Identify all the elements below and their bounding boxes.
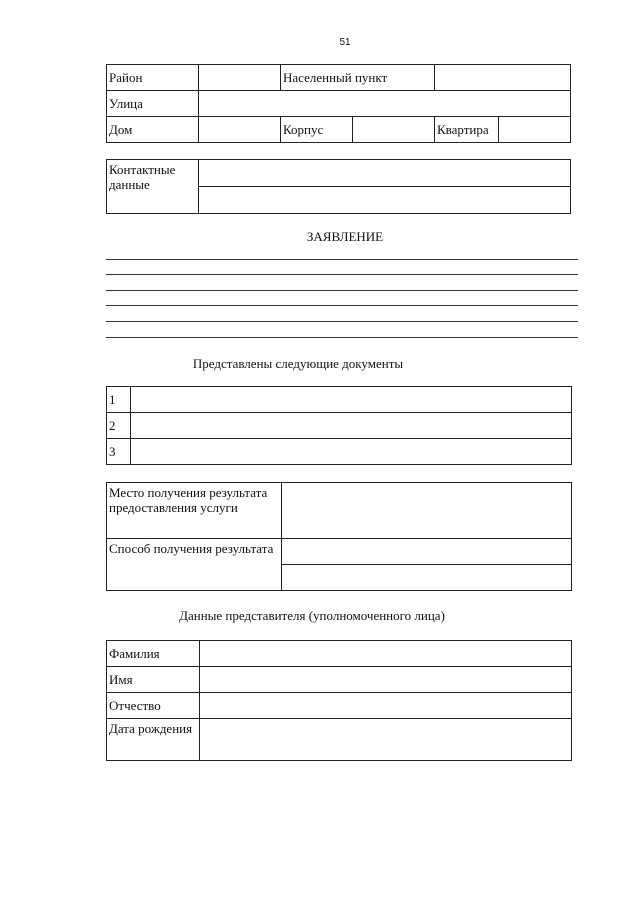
result-place-field[interactable] bbox=[282, 483, 572, 539]
name-field[interactable] bbox=[200, 667, 572, 693]
representative-table bbox=[106, 640, 572, 761]
contacts-label: Контактные данные bbox=[107, 160, 199, 214]
document-field[interactable] bbox=[131, 387, 572, 413]
documents-title: Представлены следующие документы bbox=[192, 356, 404, 371]
result-method-field-1[interactable] bbox=[282, 539, 572, 565]
result-place-label: Место получения результата предоставления услуги bbox=[107, 483, 282, 539]
apartment-field[interactable] bbox=[499, 117, 571, 143]
document-field[interactable] bbox=[131, 439, 572, 465]
birthdate-label: Дата рождения bbox=[107, 719, 200, 761]
page-number: 51 bbox=[339, 37, 351, 48]
building-field[interactable] bbox=[353, 117, 435, 143]
document-number: 3 bbox=[107, 439, 131, 465]
result-method-field-2[interactable] bbox=[282, 565, 572, 591]
apartment-label: Квартира bbox=[435, 117, 499, 143]
contacts-field-2[interactable] bbox=[199, 187, 571, 214]
contacts-table bbox=[106, 159, 571, 214]
patronymic-field[interactable] bbox=[200, 693, 572, 719]
surname-field[interactable] bbox=[200, 641, 572, 667]
result-method-label: Способ получения результата bbox=[107, 539, 282, 591]
statement-line[interactable] bbox=[106, 321, 578, 322]
locality-label: Населенный пункт bbox=[281, 65, 435, 91]
district-label: Район bbox=[107, 65, 199, 91]
street-field[interactable] bbox=[199, 91, 571, 117]
address-table bbox=[106, 64, 571, 143]
statement-line[interactable] bbox=[106, 305, 578, 306]
birthdate-field[interactable] bbox=[200, 719, 572, 761]
document-field[interactable] bbox=[131, 413, 572, 439]
statement-line[interactable] bbox=[106, 259, 578, 260]
statement-line[interactable] bbox=[106, 290, 578, 291]
house-label: Дом bbox=[107, 117, 199, 143]
statement-title: ЗАЯВЛЕНИЕ bbox=[306, 229, 384, 244]
document-number: 1 bbox=[107, 387, 131, 413]
locality-field[interactable] bbox=[435, 65, 571, 91]
contacts-field-1[interactable] bbox=[199, 160, 571, 187]
statement-line[interactable] bbox=[106, 274, 578, 275]
document-number: 2 bbox=[107, 413, 131, 439]
name-label: Имя bbox=[107, 667, 200, 693]
surname-label: Фамилия bbox=[107, 641, 200, 667]
representative-title: Данные представителя (уполномоченного лица) bbox=[179, 608, 445, 623]
building-label: Корпус bbox=[281, 117, 353, 143]
statement-line[interactable] bbox=[106, 337, 578, 338]
street-label: Улица bbox=[107, 91, 199, 117]
district-field[interactable] bbox=[199, 65, 281, 91]
result-table bbox=[106, 482, 572, 591]
documents-table bbox=[106, 386, 572, 465]
house-field[interactable] bbox=[199, 117, 281, 143]
patronymic-label: Отчество bbox=[107, 693, 200, 719]
